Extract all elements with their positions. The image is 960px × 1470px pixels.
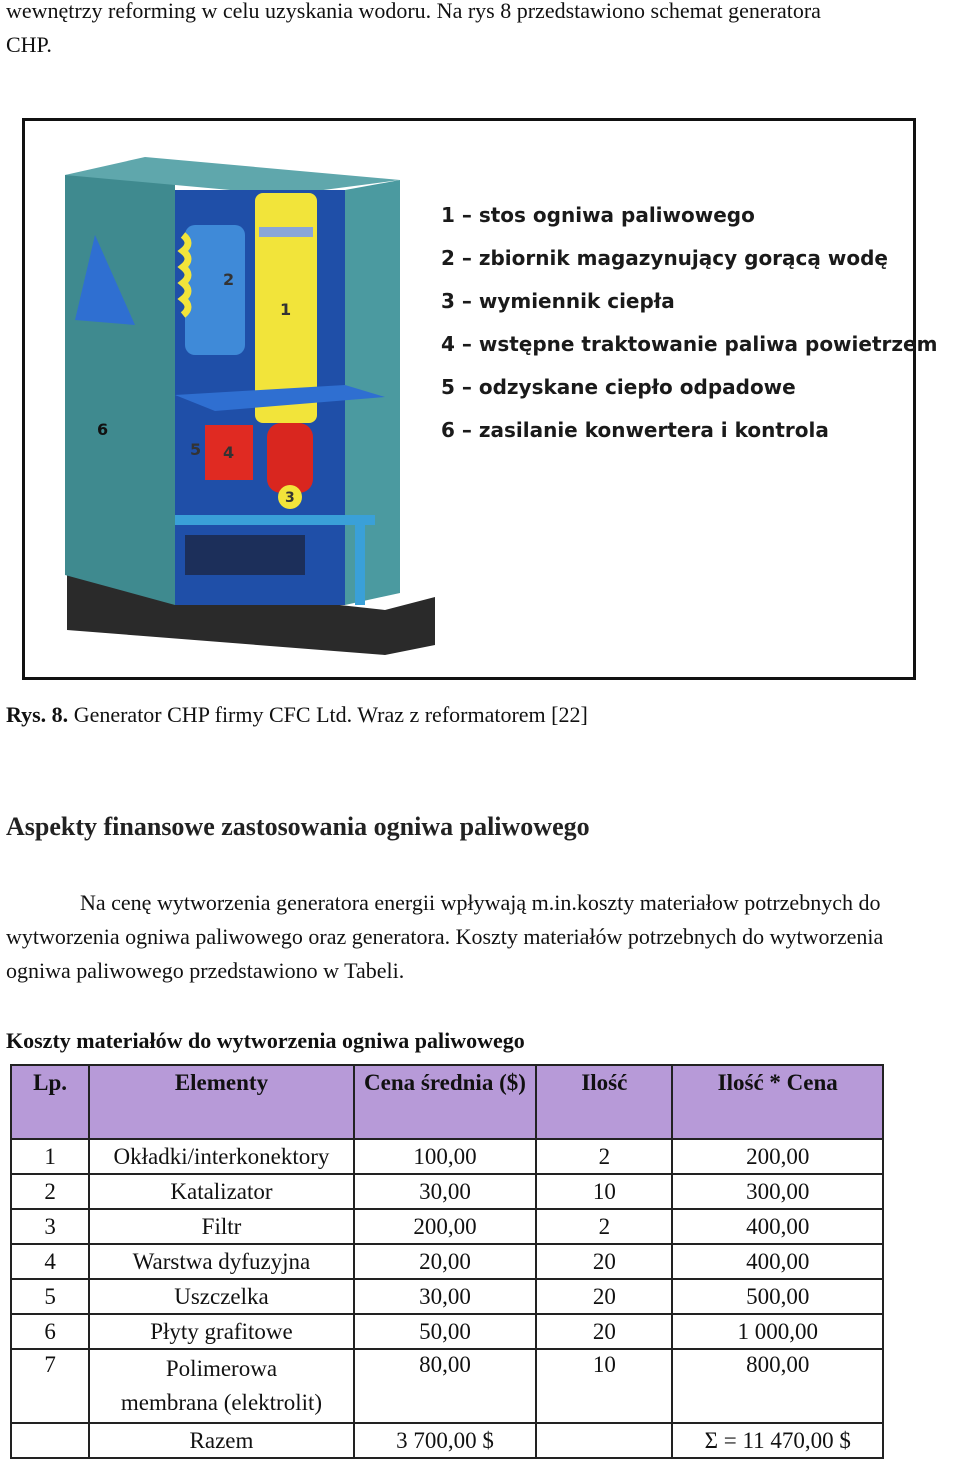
cell-element: Płyty grafitowe bbox=[89, 1314, 354, 1349]
callout-5: 5 bbox=[190, 440, 202, 459]
chp-generator-illustration bbox=[55, 135, 455, 675]
header-ilosc: Ilość bbox=[536, 1065, 672, 1139]
cell-price: 30,00 bbox=[354, 1279, 536, 1314]
cell-total: 800,00 bbox=[672, 1349, 883, 1423]
table-row bbox=[11, 1139, 883, 1174]
cell-total: 400,00 bbox=[672, 1244, 883, 1279]
intro-text bbox=[6, 0, 821, 62]
cell-price: 100,00 bbox=[354, 1139, 536, 1174]
heat-exchanger bbox=[267, 423, 313, 493]
cell-element: Warstwa dyfuzyjna bbox=[89, 1244, 354, 1279]
figure-caption bbox=[6, 702, 588, 728]
total-label: Razem bbox=[89, 1423, 354, 1458]
cell-price: 20,00 bbox=[354, 1244, 536, 1279]
cell-price: 30,00 bbox=[354, 1174, 536, 1209]
intro-line-2: CHP. bbox=[6, 32, 52, 57]
stack-cap bbox=[259, 227, 313, 237]
callout-3: 3 bbox=[285, 490, 295, 506]
table-header-row bbox=[11, 1065, 883, 1139]
total-price-sum: 3 700,00 $ bbox=[354, 1423, 536, 1458]
cell-price: 80,00 bbox=[354, 1349, 536, 1423]
header-lp: Lp. bbox=[11, 1065, 89, 1139]
table-row bbox=[11, 1174, 883, 1209]
caption-text: Generator CHP firmy CFC Ltd. Wraz z reformatorem [22] bbox=[68, 702, 588, 727]
legend-item-6: 6 – zasilanie konwertera i kontrola bbox=[441, 418, 829, 442]
cell-empty bbox=[11, 1423, 89, 1458]
converter-module bbox=[185, 535, 305, 575]
cell-element: Uszczelka bbox=[89, 1279, 354, 1314]
legend-item-5: 5 – odzyskane ciepło odpadowe bbox=[441, 375, 796, 399]
cell-qty: 10 bbox=[536, 1349, 672, 1423]
cell-lp: 6 bbox=[11, 1314, 89, 1349]
header-ilosc-cena: Ilość * Cena bbox=[672, 1065, 883, 1139]
table-title: Koszty materiałów do wytworzenia ogniwa paliwowego bbox=[6, 1028, 525, 1053]
cell-price: 50,00 bbox=[354, 1314, 536, 1349]
cell-qty: 20 bbox=[536, 1244, 672, 1279]
cell-total: 500,00 bbox=[672, 1279, 883, 1314]
header-cena: Cena średnia ($) bbox=[354, 1065, 536, 1139]
cell-qty: 2 bbox=[536, 1209, 672, 1244]
legend-item-1: 1 – stos ogniwa paliwowego bbox=[441, 203, 755, 227]
legend-item-3: 3 – wymiennik ciepła bbox=[441, 289, 675, 313]
water-tank bbox=[185, 225, 245, 355]
table-total-row bbox=[11, 1423, 883, 1458]
table-row bbox=[11, 1279, 883, 1314]
caption-label: Rys. 8. bbox=[6, 702, 69, 727]
cell-lp: 3 bbox=[11, 1209, 89, 1244]
cell-element: Okładki/interkonektory bbox=[89, 1139, 354, 1174]
cell-qty: 2 bbox=[536, 1139, 672, 1174]
cell-lp: 7 bbox=[11, 1349, 89, 1423]
cell-total: 400,00 bbox=[672, 1209, 883, 1244]
figure-chp-generator bbox=[22, 118, 938, 680]
cell-lp: 4 bbox=[11, 1244, 89, 1279]
cell-qty: 20 bbox=[536, 1279, 672, 1314]
grand-total: Σ = 11 470,00 $ bbox=[672, 1423, 883, 1458]
cell-element: Polimerowa membrana (elektrolit) bbox=[89, 1349, 354, 1423]
callout-2: 2 bbox=[223, 270, 235, 289]
callout-1: 1 bbox=[280, 300, 292, 319]
header-elementy: Elementy bbox=[89, 1065, 354, 1139]
callout-4: 4 bbox=[223, 443, 235, 462]
section-title: Aspekty finansowe zastosowania ogniwa paliwowego bbox=[6, 812, 590, 841]
cell-lp: 2 bbox=[11, 1174, 89, 1209]
cell-lp: 5 bbox=[11, 1279, 89, 1314]
intro-line-1: wewnętrzy reforming w celu uzyskania wodoru. Na rys 8 przedstawiono schemat generatora bbox=[6, 0, 821, 23]
legend-item-2: 2 – zbiornik magazynujący gorącą wodę bbox=[441, 246, 888, 270]
cell-price: 200,00 bbox=[354, 1209, 536, 1244]
cost-table bbox=[10, 1064, 884, 1459]
lower-frame bbox=[175, 515, 375, 525]
legend-item-4: 4 – wstępne traktowanie paliwa powietrzem bbox=[441, 332, 938, 356]
cell-total: 200,00 bbox=[672, 1139, 883, 1174]
section-paragraph bbox=[6, 886, 946, 988]
table-row bbox=[11, 1209, 883, 1244]
cell-element: Katalizator bbox=[89, 1174, 354, 1209]
cabinet-side-panel bbox=[65, 165, 175, 605]
paragraph-text: Na cenę wytworzenia generatora energii wpływają m.in.koszty materiałow potrzebnych do wytworzenia ogniwa paliwowego oraz generatora. Koszty materiałów potrzebnych do wytworzenia ogniwa paliwowego przedstawiono w Tabeli. bbox=[6, 890, 884, 983]
cell-total: 1 000,00 bbox=[672, 1314, 883, 1349]
table-row bbox=[11, 1314, 883, 1349]
cell-lp: 1 bbox=[11, 1139, 89, 1174]
callout-6: 6 bbox=[97, 420, 109, 439]
cell-total: 300,00 bbox=[672, 1174, 883, 1209]
frame-leg bbox=[355, 525, 365, 605]
cell-empty bbox=[536, 1423, 672, 1458]
cell-element: Filtr bbox=[89, 1209, 354, 1244]
table-row bbox=[11, 1244, 883, 1279]
cell-qty: 10 bbox=[536, 1174, 672, 1209]
table-row bbox=[11, 1349, 883, 1423]
cell-qty: 20 bbox=[536, 1314, 672, 1349]
